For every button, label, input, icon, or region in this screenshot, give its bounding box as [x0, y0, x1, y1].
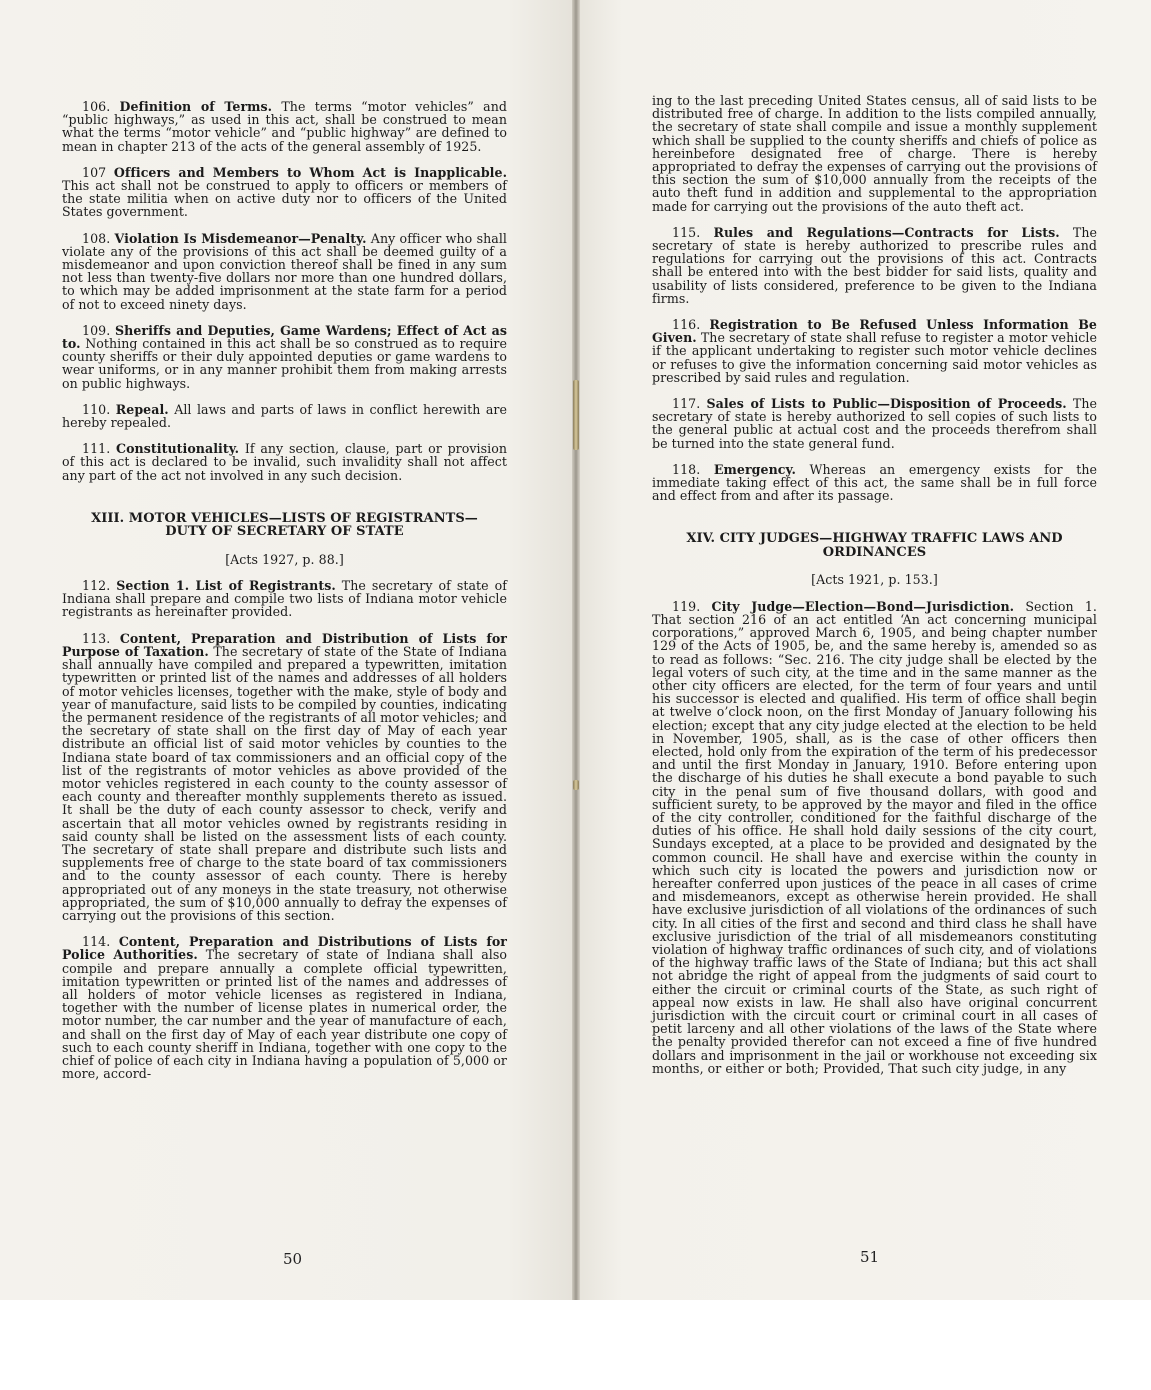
- continued-paragraph: ing to the last preceding United States census, all of said lists to be distributed free of charge. In addition to the lists compiled annually, the secretary of state shall compile and issue a monthly supplement which shall be supplied to the county sheriffs and chiefs of police as hereinbefore designated free of charge. There is hereby appropriated to defray the expenses of carrying out the provisions of this section the sum of $10,000 annually from the receipts of the auto theft fund in addition and supplemental to the appropriation made for carrying out the provisions of the auto theft act.: [652, 93, 1097, 214]
- section-110: [62, 403, 507, 429]
- chapter-title-line: ORDINANCES: [822, 544, 927, 560]
- section-number: 107: [82, 164, 107, 180]
- section-body: The secretary of state of Indiana shall also compile and prepare annually a complete official typewritten, imitation typewritten or printed list of the names and addresses of all holders of motor vehicle licenses as registered in Indiana, together with the number of license plates in numerical order, the motor number, the car number and the year of manufacture of each, and shall on the first day of May of each year distribute one copy of such to each county sheriff in Indiana, together with one copy to the chief of police of each city in Indiana having a population of 5,000 or more, accord-: [62, 947, 507, 1082]
- section-number: 117.: [672, 396, 701, 412]
- section-body: The terms “motor vehicles” and “public highways,” as used in this act, shall be construed to mean what the terms “motor vehicle” and “public highway” are defined to mean in chapter 213 of the acts of the general assembly of 1925.: [62, 99, 507, 154]
- section-number: 109.: [82, 322, 111, 338]
- section-body: All laws and parts of laws in conflict herewith are hereby repealed.: [62, 401, 507, 431]
- section-heading: Violation Is Misdemeanor—Penalty.: [114, 230, 367, 246]
- left-page: [0, 0, 576, 1300]
- chapter-title-xiv: [652, 532, 1097, 559]
- section-body: Whereas an emergency exists for the immediate taking effect of this act, the same shall be in full force and effect from and after its passage.: [652, 461, 1097, 504]
- section-heading: Content, Preparation and Distributions of Lists for Police Authorities.: [62, 934, 507, 963]
- section-heading: Content, Preparation and Distribution of Lists for Purpose of Taxation.: [62, 630, 507, 659]
- section-108: [62, 232, 507, 311]
- section-number: 110.: [82, 401, 111, 417]
- image-margin: [0, 1300, 1151, 1390]
- section-heading: Emergency.: [713, 461, 796, 477]
- section-heading: Constitutionality.: [116, 441, 240, 457]
- acts-citation: [Acts 1921, p. 153.]: [811, 572, 938, 588]
- section-number: 114.: [82, 934, 111, 950]
- chapter-title-xiii: [62, 512, 507, 539]
- section-109: [62, 324, 507, 390]
- section-heading: Rules and Regulations—Contracts for Lists.: [713, 224, 1060, 240]
- chapter-title-line: XIV. CITY JUDGES—HIGHWAY TRAFFIC LAWS AND: [686, 531, 1063, 547]
- section-number: 111.: [82, 441, 111, 457]
- right-page-text: [652, 94, 1097, 1088]
- section-heading: Definition of Terms.: [119, 99, 273, 114]
- section-body: The secretary of state of the State of Indiana shall annually have compiled and prepared a typewritten, imitation typewritten or printed list of the names and addresses of all holders of motor vehicles licenses, together with the make, style of body and year of manufacture, said lists to be compiled by counties, indicating the permanent residence of the registrants of all motor vehicles; and the secretary of state shall on the first day of May of each year distribute an official list of said motor vehicles by counties to the Indiana state board of tax commissioners and an official copy of the list of the registrants of motor vehicles as above provided of the motor vehicles registered in each county to the county assessor of each county and thereafter monthly supplements thereto as issued. It shall be the duty of each county assessor to check, verify and ascertain that all motor vehicles owned by registrants residing in said county shall be listed on the assessment lists of each county. The secretary of state shall prepare and distribute such lists and supplements free of charge to the state board of tax commissioners and to the county assessor of each county. There is hereby appropriated out of any moneys in the state treasury, not otherwise appropriated, the sum of $10,000 annually to defray the expenses of carrying out the provisions of this section.: [62, 643, 507, 923]
- binding-staple: [573, 780, 579, 790]
- chapter-title-line: DUTY OF SECRETARY OF STATE: [165, 524, 404, 540]
- section-heading: Section 1. List of Registrants.: [116, 578, 336, 594]
- chapter-title-line: XIII. MOTOR VEHICLES—LISTS OF REGISTRANTS—: [91, 510, 478, 526]
- right-page: [576, 0, 1151, 1300]
- section-116: [652, 318, 1097, 384]
- section-number: 108.: [82, 230, 111, 246]
- section-heading: Sales of Lists to Public—Disposition of Proceeds.: [706, 396, 1067, 412]
- section-number: 112.: [82, 578, 111, 594]
- section-115: [652, 226, 1097, 305]
- section-heading: City Judge—Election—Bond—Jurisdiction.: [711, 598, 1015, 614]
- section-body: The secretary of state is hereby authorized to sell copies of such lists to the general public at actual cost and the proceeds therefrom shall be turned into the state general fund.: [652, 396, 1098, 451]
- section-body: The secretary of state shall refuse to register a motor vehicle if the applicant undertaking to register such motor vehicle declines or refuses to give the information concerning said motor vehicles as prescribed by said rules and regulation.: [652, 330, 1097, 385]
- book-gutter: [572, 0, 580, 1300]
- acts-citation: [Acts 1927, p. 88.]: [225, 551, 344, 567]
- section-body: Section 1. That section 216 of an act entitled ‘An act concerning municipal corporations,” approved March 6, 1905, and being chapter number 129 of the Acts of 1905, be, and the same hereby is, amended so as to read as follows: “Sec. 216. The city judge shall be elected by the legal voters of such city, at the time and in the same manner as the other city officers are elected, for the term of four years and until his successor is elected and qualified. His term of office shall begin at twelve o’clock noon, on the first Monday of January following his election; except that any city judge elected at the election to be held in November, 1905, shall, as is the case of other officers then elected, hold only from the expiration of the term of his predecessor and until the first Monday in January, 1910. Before entering upon the discharge of his duties he shall execute a bond payable to such city in the penal sum of five thousand dollars, with good and sufficient surety, to be approved by the mayor and filed in the office of the city controller, conditioned for the faithful discharge of the duties of his office. He shall hold daily sessions of the city court, Sundays excepted, at a place to be provided and designated by the common council. He shall have and exercise within the county in which such city is located the powers and jurisdiction now or hereafter conferred upon justices of the peace in all cases of crime and misdemeanors, except as otherwise herein provided. He shall have exclusive jurisdiction of all violations of the ordinances of such city. In all cities of the first and second and third class he shall have exclusive jurisdiction of the trial of all misdemeanors constituting violation of highway traffic ordinances of such city, and of violations of the highway traffic laws of the State of Indiana; but this act shall not abridge the right of appeal from the judgments of said court to either the circuit or criminal courts of the State, as such right of appeal now exists in law. He shall also have original concurrent jurisdiction with the circuit court or criminal court in all cases of petit larceny and all other violations of the laws of the State where the penalty provided therefor can not exceed a fine of five hundred dollars and imprisonment in the jail or workhouse not exceeding six months, or either or both; Provided, That such city judge, in any: [652, 598, 1097, 1076]
- section-heading: Officers and Members to Whom Act is Inapplicable.: [113, 164, 508, 180]
- section-body: The secretary of state of Indiana shall prepare and compile two lists of Indiana motor vehicle registrants as hereinafter provided.: [62, 578, 507, 620]
- section-111: [62, 442, 507, 482]
- section-107: [62, 166, 507, 219]
- section-heading: Registration to Be Refused Unless Information Be Given.: [652, 317, 1097, 346]
- section-number: 106.: [82, 99, 111, 114]
- section-body: This act shall not be construed to apply to officers or members of the state militia when on active duty nor to officers of the United States government.: [62, 178, 507, 220]
- section-114: [62, 935, 507, 1080]
- section-body: Nothing contained in this act shall be so construed as to require county sheriffs or their duly appointed deputies or game wardens to wear uniforms, or in any manner prohibit them from making arrests on public highways.: [62, 336, 507, 391]
- section-106: [62, 100, 507, 153]
- section-number: 113.: [82, 630, 111, 646]
- section-113: [62, 632, 507, 922]
- section-number: 116.: [672, 317, 701, 333]
- section-heading: Repeal.: [115, 401, 169, 417]
- section-118: [652, 463, 1097, 503]
- binding-staple: [573, 380, 579, 450]
- section-body: If any section, clause, part or provision of this act is declared to be invalid, such invalidity shall not affect any part of the act not involved in any such decision.: [62, 441, 508, 483]
- left-page-text: [62, 100, 507, 1093]
- section-body: The secretary of state is hereby authorized to prescribe rules and regulations for carrying out the provisions of this act. Contracts shall be entered into with the best bidder for said lists, quality and usability of lists considered, preference to be given to the Indiana firms.: [652, 224, 1097, 306]
- section-117: [652, 397, 1097, 450]
- section-body: Any officer who shall violate any of the provisions of this act shall be deemed guilty of a misdemeanor and upon conviction thereof shall be fined in any sum not less than twenty-five dollars nor more than one hundred dollars, to which may be added imprisonment at the state farm for a period of not to exceed ninety days.: [62, 230, 507, 312]
- section-number: 118.: [672, 461, 701, 477]
- page-number: 51: [860, 1248, 880, 1266]
- section-number: 119.: [672, 598, 701, 614]
- section-119: [652, 600, 1097, 1075]
- page-number: 50: [283, 1250, 303, 1268]
- section-112: [62, 579, 507, 619]
- section-number: 115.: [672, 224, 701, 240]
- section-heading: Sheriffs and Deputies, Game Wardens; Effect of Act as to.: [62, 322, 507, 352]
